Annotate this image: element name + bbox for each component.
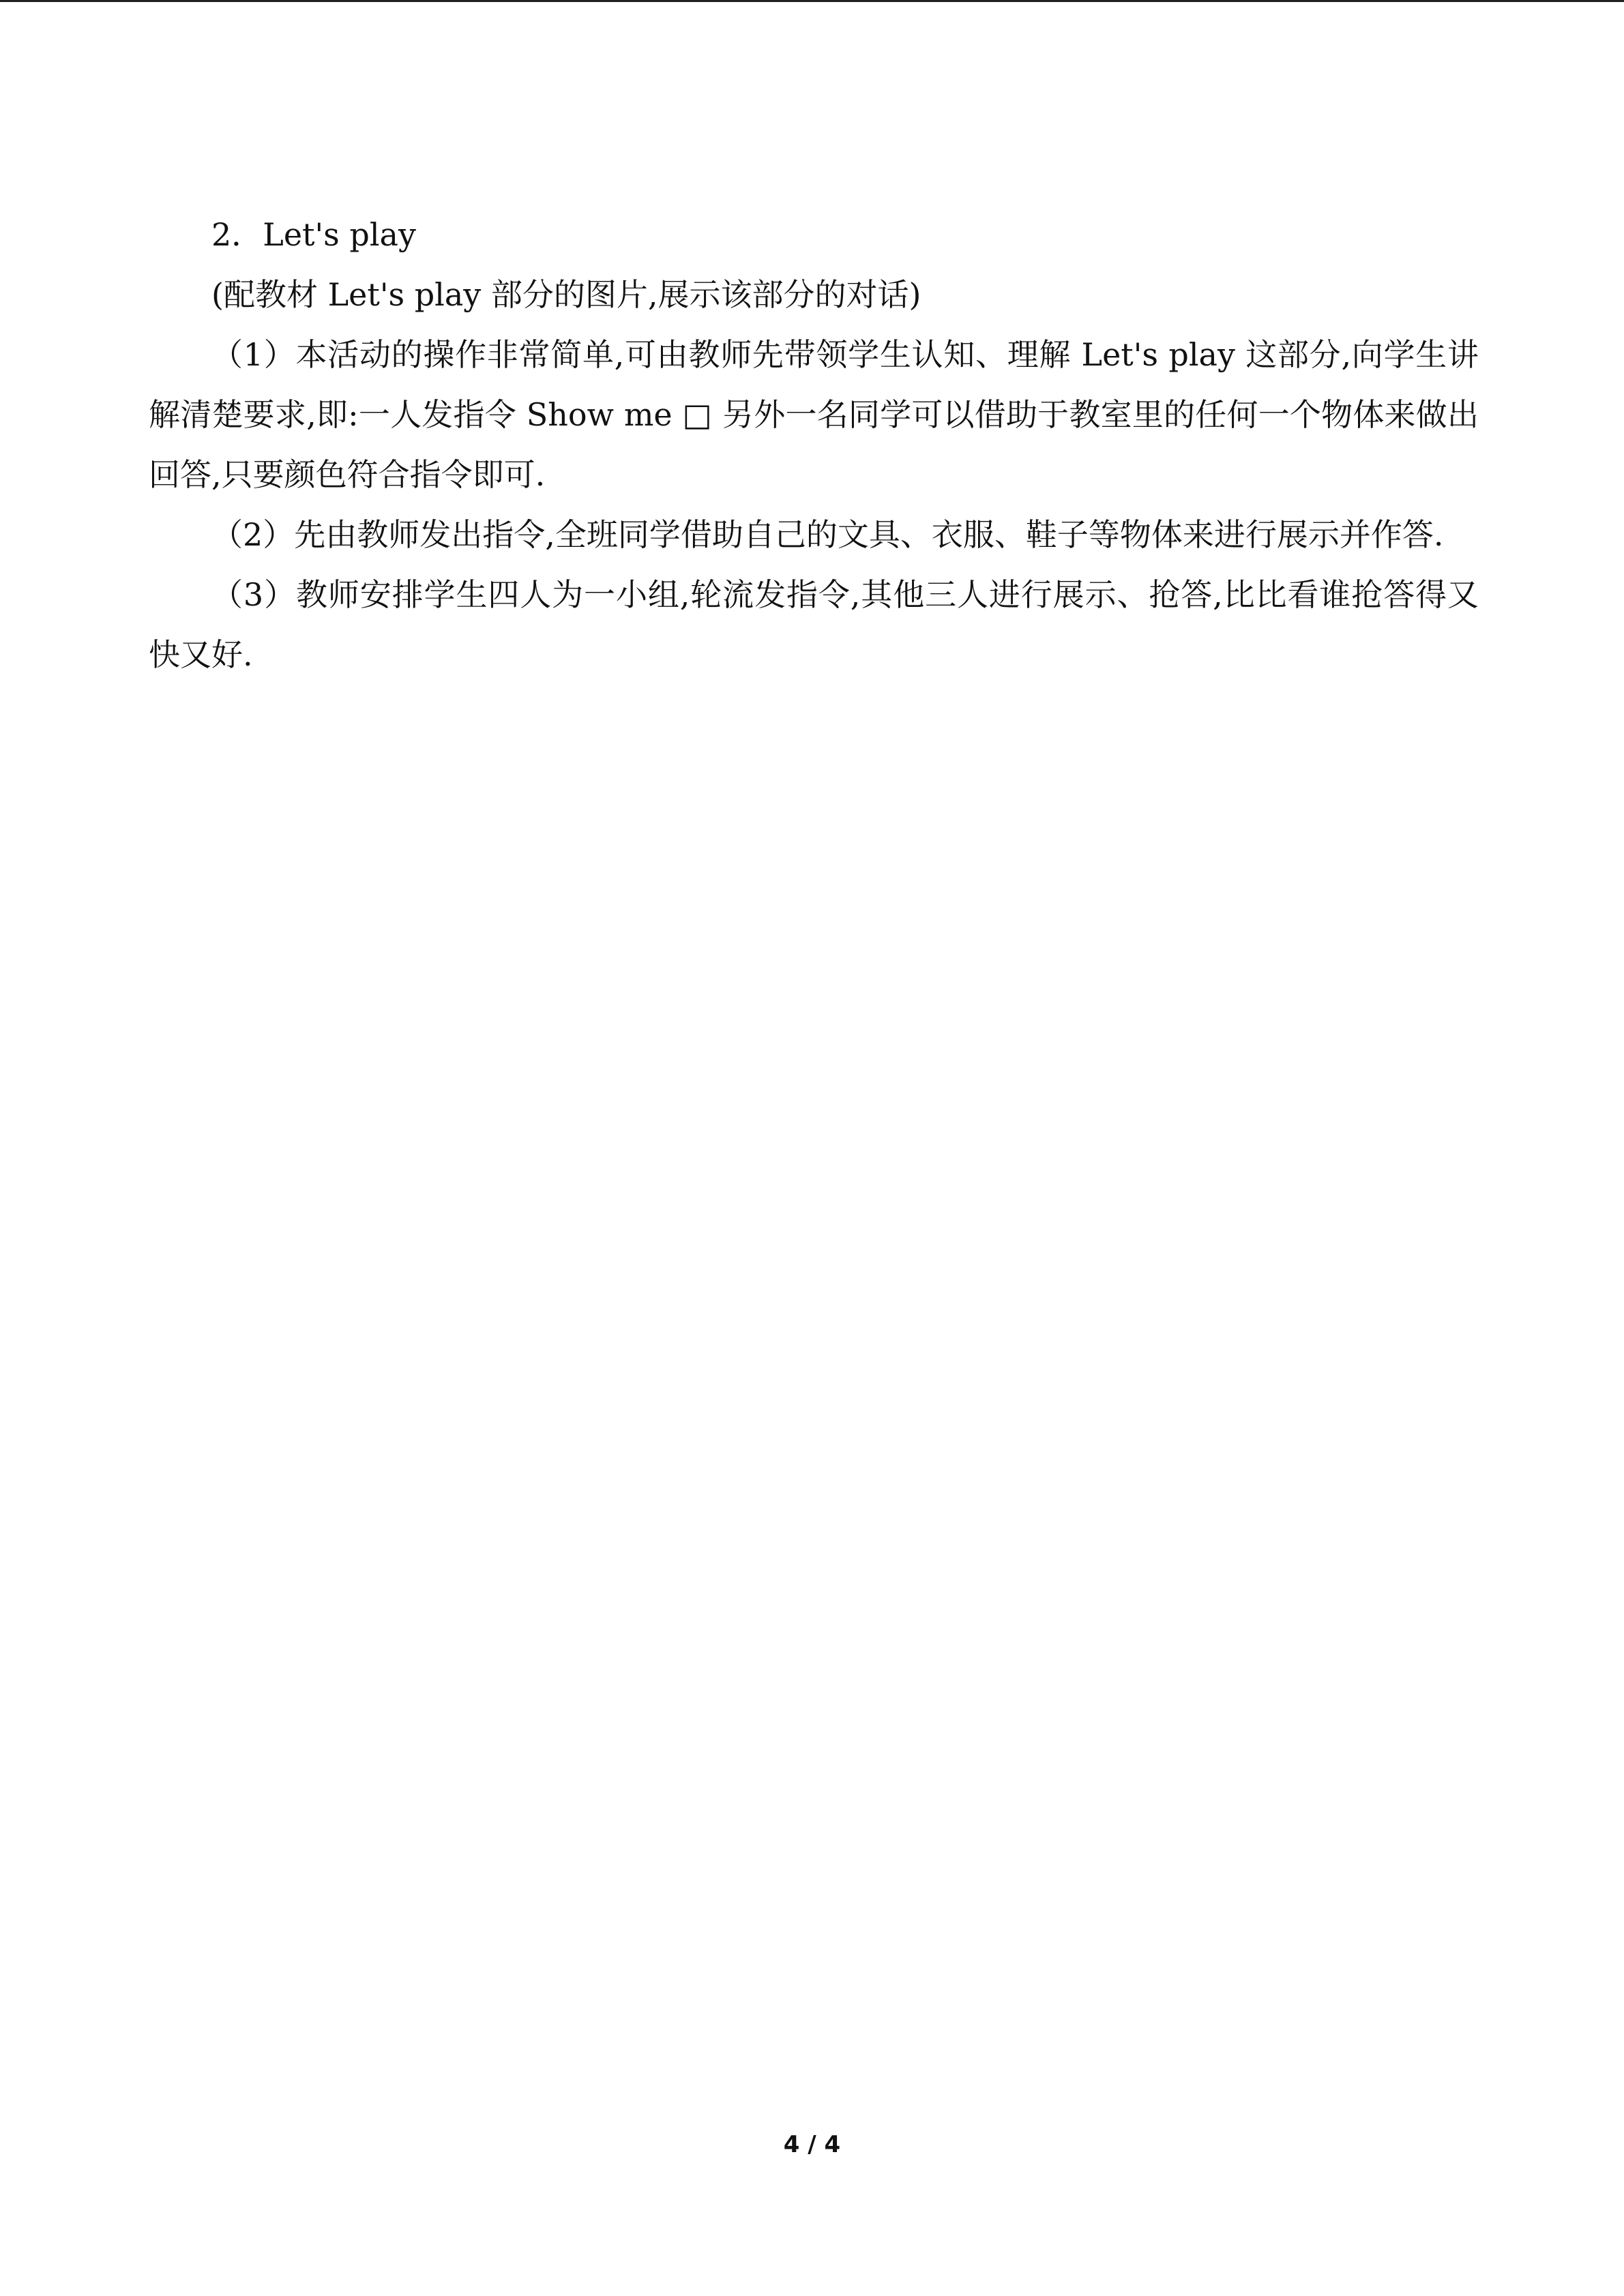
- paragraph-1: （1）本活动的操作非常简单,可由教师先带领学生认知、理解 Let's play 这部分,向学生讲解清楚要求,即:一人发指令 Show me □ 另外一名同学可以借助于教室里的任何一个物体来做出回答,只要颜色符合指令即可.: [149, 336, 1479, 493]
- paragraph-3: （3）教师安排学生四人为一小组,轮流发指令,其他三人进行展示、抢答,比比看谁抢答得又快又好.: [149, 576, 1479, 673]
- page-number: 4 / 4: [783, 2131, 841, 2158]
- paragraph-2: （2）先由教师发出指令,全班同学借助自己的文具、衣服、鞋子等物体来进行展示并作答.: [211, 516, 1444, 553]
- section-heading: 2．Let's play: [211, 216, 416, 253]
- document-body: [149, 205, 1479, 685]
- section-note: (配教材 Let's play 部分的图片,展示该部分的对话): [211, 276, 921, 313]
- page-top-border: [0, 0, 1624, 2]
